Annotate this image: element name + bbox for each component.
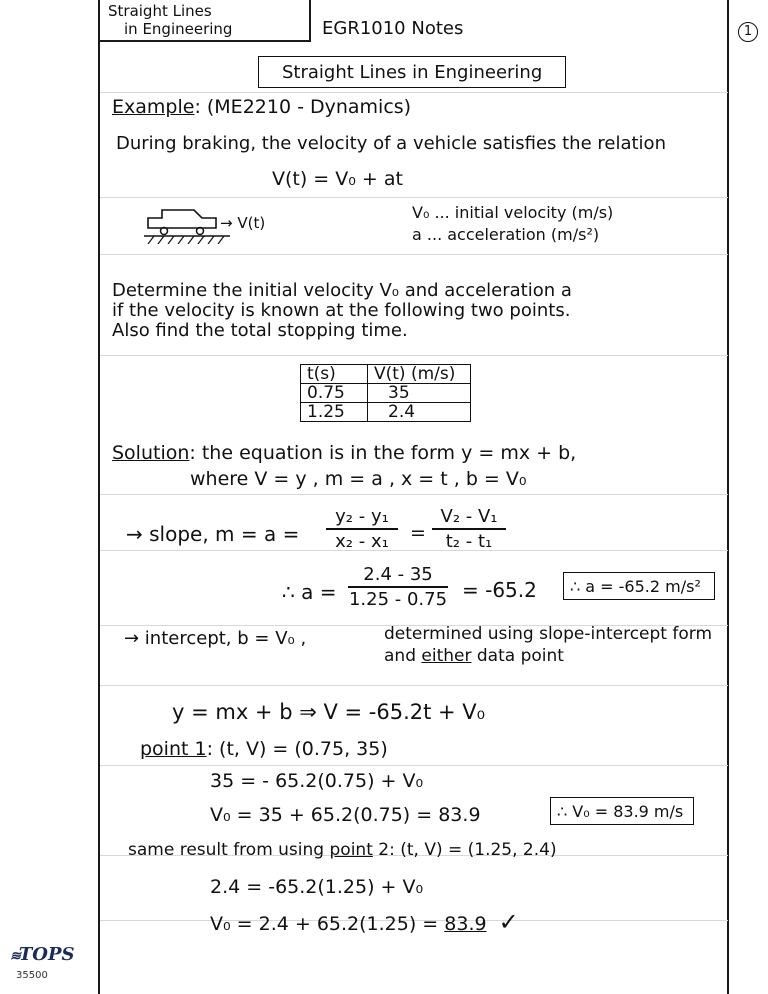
slope-intercept-equation: y = mx + b ⇒ V = -65.2t + V₀ <box>172 700 486 724</box>
table-cell: 1.25 <box>301 403 368 422</box>
header-underline <box>98 40 309 42</box>
tops-logo-code: 35500 <box>16 970 48 981</box>
solution-line-2: where V = y , m = a , x = t , b = V₀ <box>190 468 527 490</box>
point1-equation-1: 35 = - 65.2(0.75) + V₀ <box>210 770 424 792</box>
solution-line-1 <box>112 442 576 464</box>
table-cell: 2.4 <box>368 403 471 422</box>
point1-line <box>140 738 388 760</box>
header-topic-line2: in Engineering <box>124 20 233 38</box>
left-margin-line <box>98 0 100 994</box>
slope-numerator-1: y₂ - y₁ <box>335 506 389 527</box>
point2-coordinates: 2: (t, V) = (1.25, 2.4) <box>372 840 557 860</box>
intercept-text-1: determined using slope-intercept form <box>384 624 713 644</box>
solution-label: Solution <box>112 442 190 464</box>
page-number <box>738 22 758 42</box>
point1-equation-2: V₀ = 35 + 65.2(0.75) = 83.9 <box>210 804 481 826</box>
a-result: = -65.2 <box>462 578 537 602</box>
example-label: Example <box>112 96 195 118</box>
slope-denominator-2: t₂ - t₁ <box>445 530 493 552</box>
a-prefix: ∴ a = <box>282 580 337 604</box>
table-header-t: t(s) <box>301 365 368 384</box>
point2-equation-1: 2.4 = -65.2(1.25) + V₀ <box>210 876 424 898</box>
table-header-row <box>301 365 471 384</box>
point2-prefix: same result from using <box>128 840 330 860</box>
task-line-3: Also find the total stopping time. <box>112 320 408 341</box>
a-denominator: 1.25 - 0.75 <box>348 588 448 610</box>
point2-equation-2-left: V₀ = 2.4 + 65.2(1.25) = <box>210 913 445 935</box>
check-icon: ✓ <box>498 908 519 936</box>
definition-a: a ... acceleration (m/s²) <box>412 225 600 244</box>
slope-equals: = <box>410 522 426 544</box>
point1-label: point 1 <box>140 738 207 760</box>
tops-logo: ≋TOPS <box>10 944 75 965</box>
tops-logo-text: TOPS <box>18 944 75 965</box>
intercept-text-2 <box>384 646 564 666</box>
page-title: Straight Lines in Engineering <box>282 62 543 83</box>
header-topic-line1: Straight Lines <box>108 2 212 20</box>
a-numerator: 2.4 - 35 <box>363 564 433 585</box>
table-row <box>301 384 471 403</box>
a-fraction <box>348 564 448 610</box>
header-course: EGR1010 Notes <box>322 18 464 39</box>
table-row <box>301 403 471 422</box>
solution-form: : the equation is in the form y = mx + b, <box>189 442 577 464</box>
example-heading <box>112 96 411 118</box>
definition-v0: V₀ ... initial velocity (m/s) <box>412 203 614 222</box>
point2-equation-2 <box>210 908 519 936</box>
point2-line <box>128 840 557 860</box>
slope-fraction-1 <box>326 506 398 552</box>
intercept-label: → intercept, b = V₀ , <box>124 628 307 649</box>
table-cell: 35 <box>368 384 471 403</box>
velocity-equation: V(t) = V₀ + at <box>272 168 403 190</box>
slope-denominator-1: x₂ - x₁ <box>335 530 389 552</box>
data-table <box>300 364 471 422</box>
v0-answer: ∴ V₀ = 83.9 m/s <box>557 802 684 821</box>
table-header-v: V(t) (m/s) <box>368 365 471 384</box>
car-velocity-arrow: → V(t) <box>220 214 266 232</box>
a-answer: ∴ a = -65.2 m/s² <box>570 577 701 596</box>
intercept-either: either <box>421 646 472 666</box>
header-divider <box>309 0 311 42</box>
table-cell: 0.75 <box>301 384 368 403</box>
slope-label: → slope, m = a = <box>126 522 300 546</box>
intercept-data-point: data point <box>471 646 564 666</box>
point2-word: point <box>329 840 373 860</box>
example-intro: During braking, the velocity of a vehicle satisfies the relation <box>116 133 666 154</box>
right-margin-line <box>727 0 729 994</box>
point1-coordinates: : (t, V) = (0.75, 35) <box>206 738 388 760</box>
slope-fraction-2 <box>432 506 506 552</box>
page-number-text: 1 <box>743 24 753 39</box>
task-line-1: Determine the initial velocity V₀ and acceleration a <box>112 280 572 301</box>
point2-result: 83.9 <box>444 913 487 935</box>
task-line-2: if the velocity is known at the following two points. <box>112 300 571 321</box>
slope-numerator-2: V₂ - V₁ <box>440 506 498 527</box>
example-course-ref: : (ME2210 - Dynamics) <box>194 96 412 118</box>
intercept-and: and <box>384 646 422 666</box>
